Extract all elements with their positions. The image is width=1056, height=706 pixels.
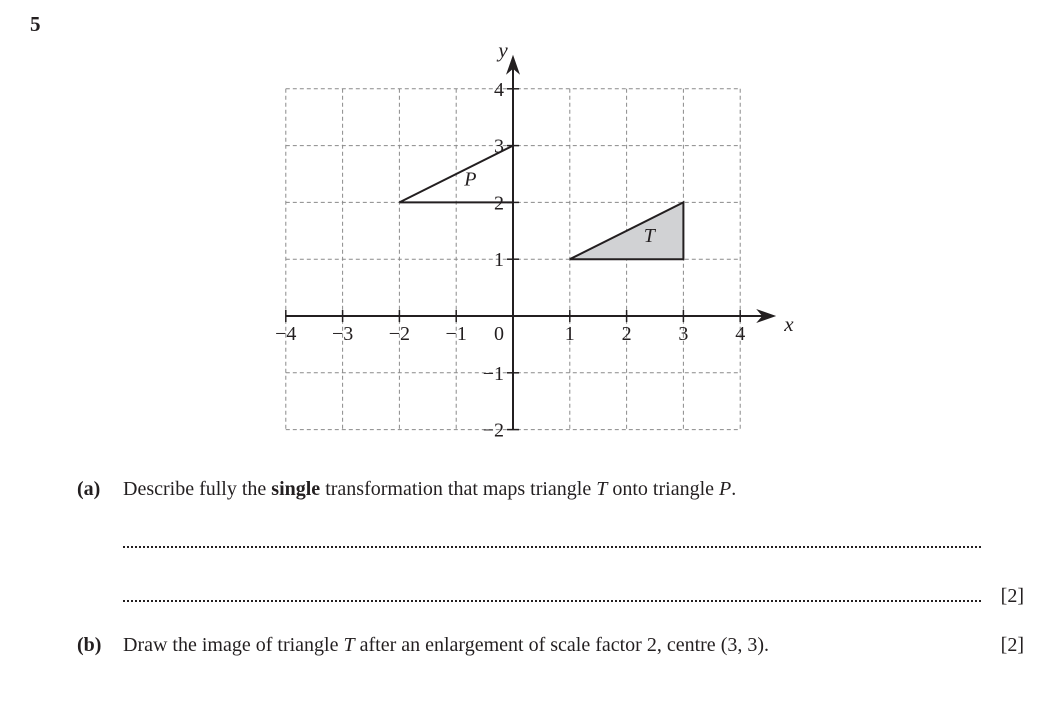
answer-line-1[interactable] bbox=[123, 546, 981, 548]
y-tick-label: 2 bbox=[494, 192, 504, 215]
x-tick-label: 2 bbox=[621, 323, 632, 345]
y-tick-label: 1 bbox=[494, 249, 504, 272]
x-tick-label: −3 bbox=[331, 323, 354, 345]
triangle-label-t: T bbox=[643, 225, 655, 248]
part-a-question bbox=[123, 478, 736, 501]
part-a-bold: single bbox=[271, 478, 321, 500]
part-a-text-2: transformation that maps triangle bbox=[320, 478, 597, 500]
part-b-text-2: after an enlargement of scale factor 2, centre (3, 3). bbox=[354, 634, 770, 656]
answer-line-2[interactable] bbox=[123, 600, 981, 602]
part-a-label: (a) bbox=[77, 478, 101, 500]
origin-label: 0 bbox=[494, 323, 504, 345]
part-a-text-3: onto triangle bbox=[607, 478, 719, 500]
x-tick-label: −2 bbox=[388, 323, 411, 345]
part-a-marks: [2] bbox=[1000, 585, 1024, 607]
y-axis-label: y bbox=[498, 37, 508, 62]
axes bbox=[286, 55, 776, 430]
part-b-question bbox=[123, 634, 769, 657]
x-tick-label: −1 bbox=[445, 323, 467, 345]
y-tick-label: −1 bbox=[482, 362, 504, 385]
y-tick-label: 3 bbox=[494, 135, 504, 158]
part-b-label: (b) bbox=[77, 634, 102, 656]
x-tick-label: 3 bbox=[678, 323, 689, 345]
question-number: 5 bbox=[30, 12, 41, 36]
x-axis-label: x bbox=[784, 312, 794, 336]
x-tick-label: 1 bbox=[564, 323, 575, 345]
part-a-text-4: . bbox=[731, 478, 737, 500]
part-a-p: P bbox=[719, 478, 732, 500]
part-b-text-1: Draw the image of triangle bbox=[123, 634, 344, 656]
y-tick-label: 4 bbox=[494, 78, 504, 101]
part-b-marks: [2] bbox=[1000, 634, 1024, 656]
y-tick-label: −2 bbox=[482, 419, 504, 442]
x-tick-label: 4 bbox=[735, 323, 746, 345]
part-a-t: T bbox=[596, 478, 608, 500]
x-tick-label: −4 bbox=[275, 323, 297, 345]
axis-labels bbox=[275, 38, 794, 442]
part-a-text-1: Describe fully the bbox=[123, 478, 272, 500]
triangle-label-p: P bbox=[464, 168, 477, 191]
part-b-t: T bbox=[343, 634, 355, 656]
